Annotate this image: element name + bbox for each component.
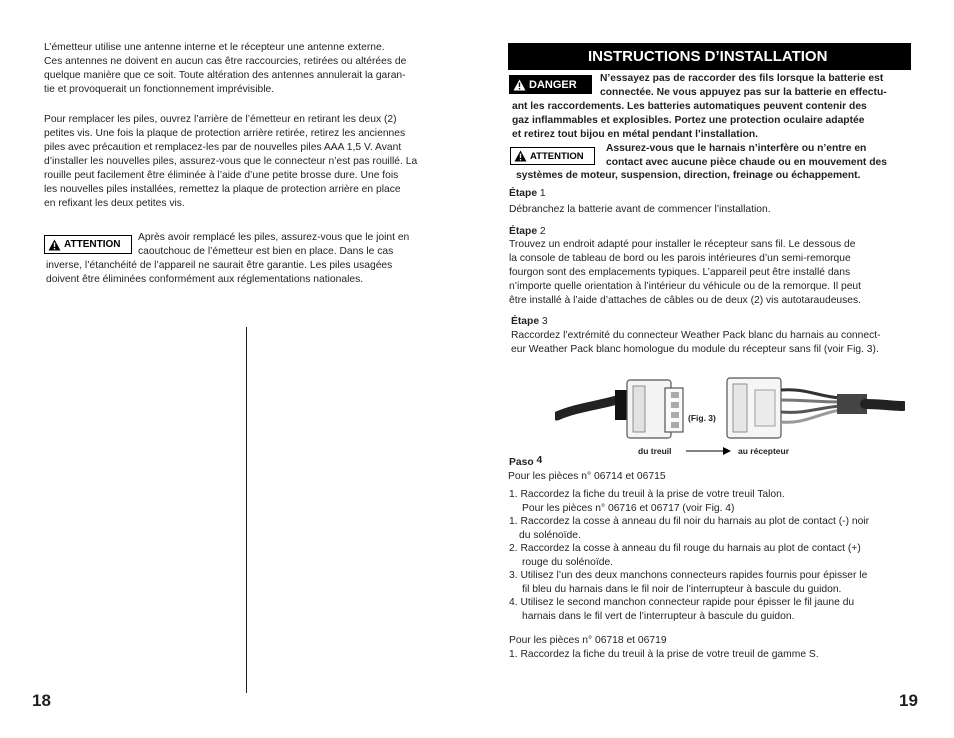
- winch-cable: [557, 400, 617, 416]
- figure-caption: (Fig. 3): [688, 413, 716, 423]
- list-item: 3. Utilisez l’un des deux manchons connecteurs rapides fournis pour épisser le: [509, 570, 868, 581]
- instruction-list-a: [509, 488, 911, 623]
- attention-badge: ATTENTION: [44, 235, 132, 254]
- figure-to-label: au récepteur: [738, 446, 790, 456]
- warning-icon: [514, 150, 527, 162]
- page-number-right: 19: [899, 691, 918, 710]
- list-item: 4. Utilisez le second manchon connecteur rapide pour épisser le fil jaune du: [509, 597, 855, 608]
- column-divider: [246, 327, 247, 693]
- connector-figure: [555, 368, 905, 458]
- step-3-text: Raccordez l’extrémité du connecteur Weather Pack blanc du harnais au connect- eur Weather Pack blanc homologue du module du récepteur sans fil (voir Fig. 3).: [511, 330, 881, 355]
- warning-icon: [48, 239, 61, 251]
- attention-badge: ATTENTION: [510, 147, 595, 165]
- list-item: fil bleu du harnais dans le fil noir de l’interrupteur à bascule du guidon.: [522, 583, 842, 595]
- step-2-heading: Étape 2: [509, 226, 546, 237]
- attention-text: Assurez-vous que le harnais n’interfère ou n’entre en contact avec aucune pièce chaude ou en mouvement des: [606, 143, 887, 168]
- battery-paragraph: Pour remplacer les piles, ouvrez l’arrière de l’émetteur en retirant les deux (2) petites vis. Une fois la plaque de protection arrière retirée, retirez les anciennes piles avec précaution et remplacez-les par de nouvelles piles AAA 1,5 V. Avant d’installer les nouvelles piles, assurez-vous que le connecteur n’est pas rouillé. La rouille peut facilement être éliminée à l’aide d’une petite brosse dure. Une fois les nouvelles piles installées, remettez la plaque de protection arrière en place en refixant les deux petites vis.: [44, 114, 418, 209]
- arrow-right-icon: [723, 447, 731, 455]
- parts-06714-heading: Pour les pièces n° 06714 et 06715: [508, 471, 666, 482]
- list-item: 2. Raccordez la cosse à anneau du fil rouge du harnais au plot de contact (+): [509, 543, 861, 554]
- danger-text: N’essayez pas de raccorder des fils lorsque la batterie est connectée. Ne vous appuyez pas sur la batterie en effectu-: [600, 73, 887, 98]
- receiver-cable: [865, 404, 903, 406]
- step-1-text: Débranchez la batterie avant de commencer l’installation.: [509, 204, 771, 215]
- list-item: harnais dans le fil vert de l’interrupteur à bascule du guidon.: [522, 610, 795, 622]
- list-item: 1. Raccordez la cosse à anneau du fil noir du harnais au plot de contact (-) noir: [509, 516, 870, 527]
- attention-text-continued: inverse, l’étanchéité de l’appareil ne saurait être garantie. Les piles usagées doivent être éliminées conformément aux réglementations nationales.: [46, 260, 393, 285]
- danger-text-continued: ant les raccordements. Les batteries automatiques peuvent contenir des gaz inflammables et explosibles. Portez une protection oculaire adaptée et retirez tout bijou en métal pendant l’installation.: [512, 101, 867, 140]
- list-item: Pour les pièces n° 06716 et 06717 (voir Fig. 4): [522, 502, 735, 514]
- figure-from-label: du treuil: [638, 446, 672, 456]
- antenna-paragraph: L’émetteur utilise une antenne interne et le récepteur une antenne externe. Ces antennes ne doivent en aucun cas être raccourcies, retirées ou altérées de quelque manière que ce soit. Toute altération des antennes annulerait la garan- tie et provoquerait un fonctionnement imprévisible.: [44, 42, 407, 95]
- list-item: 1. Raccordez la fiche du treuil à la prise de votre treuil de gamme S.: [509, 649, 819, 660]
- attention-text-continued: systèmes de moteur, suspension, direction, freinage ou échappement.: [516, 170, 861, 181]
- step-4-heading: Paso 4: [509, 455, 543, 468]
- step-1-heading: Étape 1: [509, 188, 546, 199]
- step-2-text: Trouvez un endroit adapté pour installer le récepteur sans fil. Le dessous de la console de tableau de bord ou les parois intérieures d’un semi-remorque fourgon sont des emplacements typiques. L’appareil peut être installé dans n’importe quelle orientation à l’intérieur du véhicule ou de la remorque. Il peut être installé à l’aide d’attaches de câbles ou de deux (2) vis autotaraudeuses.: [509, 239, 862, 306]
- step-3-heading: Étape 3: [511, 316, 548, 327]
- page-number-left: 18: [32, 691, 51, 710]
- section-header: INSTRUCTIONS D’INSTALLATION: [508, 43, 911, 70]
- list-item: du solénoïde.: [519, 529, 581, 541]
- warning-icon: [513, 79, 526, 91]
- attention-text: Après avoir remplacé les piles, assurez-vous que le joint en caoutchouc de l’émetteur est bien en place. Dans le cas: [138, 232, 410, 257]
- list-item: rouge du solénoïde.: [522, 556, 614, 568]
- list-item: 1. Raccordez la fiche du treuil à la prise de votre treuil Talon.: [509, 489, 785, 500]
- parts-06718-heading: Pour les pièces n° 06718 et 06719: [509, 635, 667, 646]
- danger-badge: DANGER: [509, 75, 592, 94]
